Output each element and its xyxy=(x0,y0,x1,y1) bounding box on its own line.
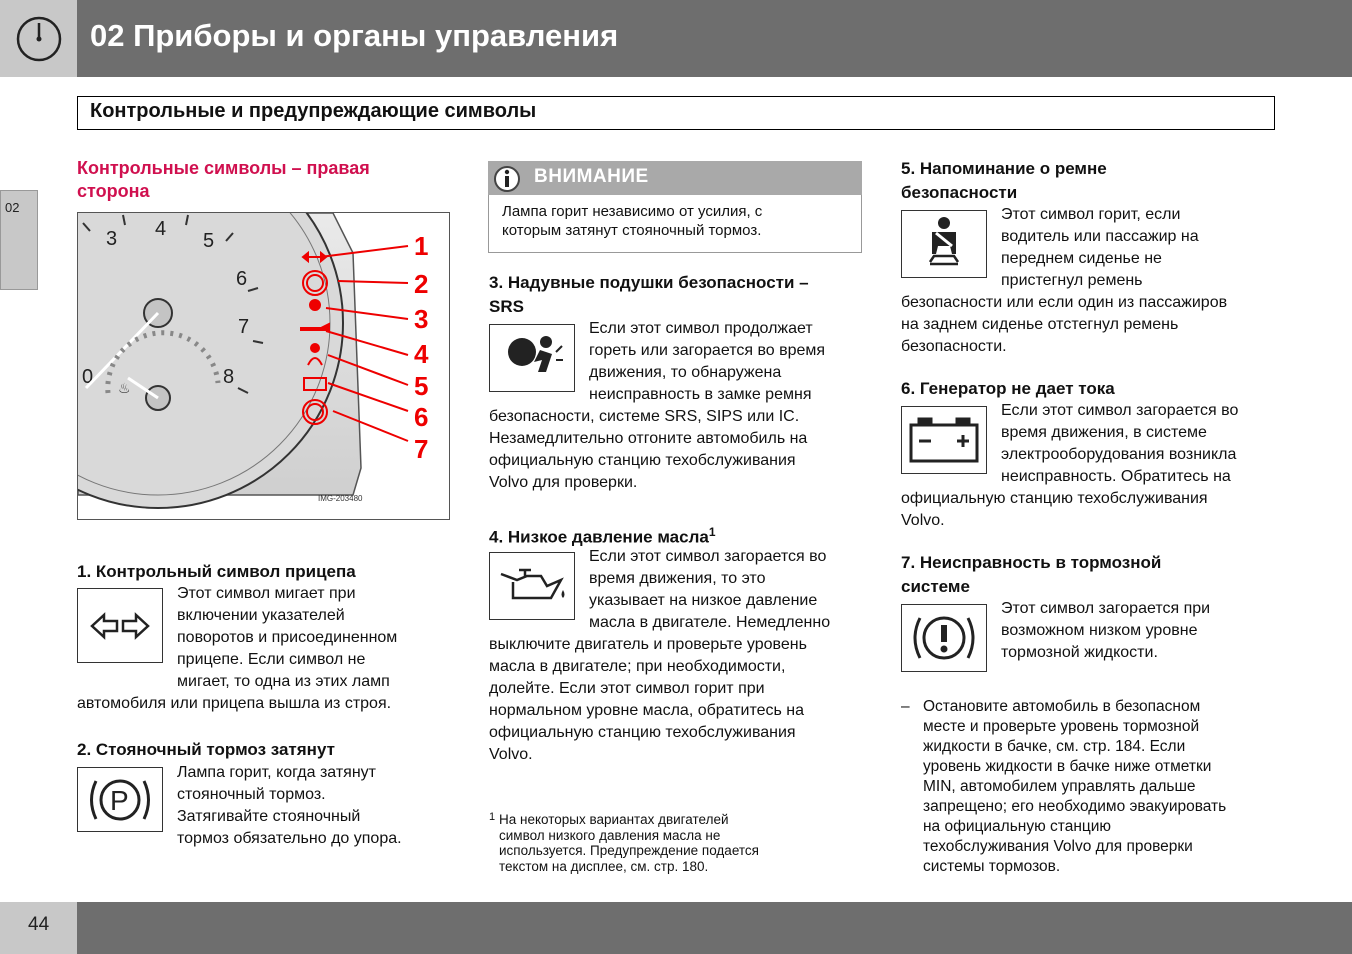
brake-warning-icon xyxy=(901,604,987,672)
airbag-icon xyxy=(489,324,575,392)
text-line: Volvo для проверки. xyxy=(489,474,638,491)
section-title: Контрольные и предупреждающие символы xyxy=(90,100,537,122)
text-line: месте и проверьте уровень тормозной xyxy=(923,718,1200,735)
text-line: гореть или загорается во время xyxy=(589,342,826,359)
figure-callout: 5 xyxy=(414,371,429,401)
item2-text xyxy=(177,762,402,850)
title-line: 7. Неисправность в тормозной xyxy=(901,553,1162,572)
text-line: на официальную станцию xyxy=(923,818,1112,835)
title-text: 4. Низкое давление масла xyxy=(489,527,709,547)
text-line: выключите двигатель и проверьте уровень xyxy=(489,636,807,653)
text-line: Незамедлительно отгоните автомобиль на xyxy=(489,430,808,447)
footnote xyxy=(489,812,759,874)
text-line: На некоторых вариантах двигателей xyxy=(499,812,729,827)
text-line: электрооборудования возникла xyxy=(1001,446,1237,463)
item7-title xyxy=(901,551,1161,599)
item1-text-full: автомобиля или прицепа вышла из строя. xyxy=(77,695,392,712)
text-line: поворотов и присоединенном xyxy=(177,629,398,646)
gauge-number: 8 xyxy=(223,366,235,388)
text-line: переднем сиденье не xyxy=(1001,250,1162,267)
chapter-side-tab-label: 02 xyxy=(5,200,20,215)
trailer-indicator-icon xyxy=(77,588,163,663)
dashboard-figure xyxy=(77,212,450,520)
item4-text-full xyxy=(489,634,807,766)
info-icon xyxy=(493,165,521,193)
item3-title xyxy=(489,271,809,319)
text-line: безопасности или если один из пассажиров xyxy=(901,294,1228,311)
text-line: неисправность в замке ремня xyxy=(589,386,812,403)
gauge-number: 0 xyxy=(82,366,94,388)
text-line: прицепе. Если символ не xyxy=(177,651,366,668)
subsection-heading-line: сторона xyxy=(77,181,150,201)
footnote-mark: 1 xyxy=(489,811,496,823)
text-line: тормозной жидкости. xyxy=(1001,644,1158,661)
text-line: жидкости в бачке, см. стр. 184. Если xyxy=(923,738,1186,755)
figure-image-id: IMG-203480 xyxy=(318,494,363,503)
figure-callout: 4 xyxy=(414,339,429,369)
title-line: SRS xyxy=(489,297,524,316)
item5-text xyxy=(1001,204,1199,292)
text-line: Если этот символ загорается во xyxy=(1001,402,1239,419)
title-line: 3. Надувные подушки безопасности – xyxy=(489,273,809,292)
item6-text xyxy=(1001,400,1238,488)
text-line: безопасности. xyxy=(901,338,1007,355)
figure-callout: 2 xyxy=(414,269,429,299)
text-line: запрещено; его необходимо эвакуировать xyxy=(923,798,1227,815)
text-line: масла в двигателе; при необходимости, xyxy=(489,658,786,675)
footer-bar xyxy=(77,902,1352,954)
text-line: указывает на низкое давление xyxy=(589,592,818,609)
text-line: возможном низком уровне xyxy=(1001,622,1198,639)
text-line: MIN, автомобилем управлять дальше xyxy=(923,778,1196,795)
text-line: Этот символ мигает при xyxy=(177,585,356,602)
text-line: безопасности, системе SRS, SIPS или IC. xyxy=(489,408,800,425)
item3-text-full xyxy=(489,406,807,494)
subsection-heading-line: Контрольные символы – правая xyxy=(77,158,370,178)
gauge-number: 6 xyxy=(236,268,248,290)
text-line: Этот символ загорается при xyxy=(1001,600,1211,617)
text-line: текстом на дисплее, см. стр. 180. xyxy=(499,858,709,874)
warning-text xyxy=(502,202,762,240)
text-line: системы тормозов. xyxy=(923,858,1061,875)
parking-brake-icon xyxy=(77,767,163,832)
text-line: нормальном уровне масла, обратитесь на xyxy=(489,702,805,719)
text-line: Лампа горит, когда затянут xyxy=(177,764,376,781)
item5-text-full xyxy=(901,292,1227,358)
item4-text xyxy=(589,546,830,634)
text-line: Если этот символ загорается во xyxy=(589,548,827,565)
oil-pressure-icon xyxy=(489,552,575,620)
item2-title: 2. Стояночный тормоз затянут xyxy=(77,740,335,759)
text-line: символ низкого давления масла не xyxy=(499,827,721,843)
text-line: мигает, то одна из этих ламп xyxy=(177,673,390,690)
title-line: системе xyxy=(901,577,970,596)
item7-text xyxy=(1001,598,1210,664)
item1-text xyxy=(177,583,397,693)
text-line: Остановите автомобиль в безопасном xyxy=(923,698,1201,715)
item6-title: 6. Генератор не дает тока xyxy=(901,379,1115,398)
text-line: масла в двигателе. Немедленно xyxy=(589,614,831,631)
battery-icon xyxy=(901,406,987,474)
text-line: Лампа горит независимо от усилия, с xyxy=(502,203,763,220)
item5-title xyxy=(901,157,1107,205)
text-line: движения, то обнаружена xyxy=(589,364,782,381)
item3-text xyxy=(589,318,825,406)
list-marker: – xyxy=(901,698,910,715)
gauge-icon xyxy=(15,15,63,63)
text-line: Volvo. xyxy=(901,512,945,529)
text-line: стояночный тормоз. xyxy=(177,786,326,803)
text-line: Volvo. xyxy=(489,746,533,763)
text-line: Затягивайте стояночный xyxy=(177,808,361,825)
text-line: время движения, то это xyxy=(589,570,766,587)
seatbelt-icon xyxy=(901,210,987,278)
figure-callout: 6 xyxy=(414,402,429,432)
text-line: включении указателей xyxy=(177,607,345,624)
text-line: используется. Предупреждение подается xyxy=(499,843,759,858)
gauge-number: 3 xyxy=(106,228,118,250)
svg-text:♨: ♨ xyxy=(118,380,131,396)
instruction-list-item xyxy=(901,697,1226,877)
chapter-title: 02 Приборы и органы управления xyxy=(90,18,619,53)
item6-text-full xyxy=(901,488,1208,532)
gauge-number: 5 xyxy=(203,230,215,252)
text-line: которым затянут стояночный тормоз. xyxy=(502,222,762,239)
text-line: время движения, в системе xyxy=(1001,424,1207,441)
text-line: Если этот символ продолжает xyxy=(589,320,813,337)
svg-text:P: P xyxy=(110,784,129,816)
item1-title: 1. Контрольный символ прицепа xyxy=(77,562,356,581)
figure-callout: 1 xyxy=(414,231,429,261)
figure-callout: 7 xyxy=(414,434,429,464)
text-line: тормоз обязательно до упора. xyxy=(177,830,402,847)
text-line: официальную станцию техобслуживания xyxy=(489,724,796,741)
figure-callout: 3 xyxy=(414,304,429,334)
text-line: пристегнул ремень xyxy=(1001,272,1143,289)
text-line: неисправность. Обратитесь на xyxy=(1001,468,1231,485)
page-number: 44 xyxy=(28,914,50,935)
text-line: долейте. Если этот символ горит при xyxy=(489,680,765,697)
text-line: Этот символ горит, если xyxy=(1001,206,1181,223)
text-line: уровень жидкости в бачке ниже отметки xyxy=(923,758,1212,775)
gauge-number: 7 xyxy=(238,316,250,338)
warning-title: ВНИМАНИЕ xyxy=(534,166,649,187)
gauge-number: 4 xyxy=(155,218,167,240)
text-line: на заднем сиденье отстегнул ремень xyxy=(901,316,1179,333)
text-line: официальную станцию техобслуживания xyxy=(489,452,796,469)
footnote-mark: 1 xyxy=(708,525,716,539)
title-line: безопасности xyxy=(901,183,1018,202)
subsection-heading xyxy=(77,157,370,203)
text-line: водитель или пассажир на xyxy=(1001,228,1199,245)
title-line: 5. Напоминание о ремне xyxy=(901,159,1107,178)
text-line: техобслуживания Volvo для проверки xyxy=(923,838,1193,855)
text-line: официальную станцию техобслуживания xyxy=(901,490,1208,507)
